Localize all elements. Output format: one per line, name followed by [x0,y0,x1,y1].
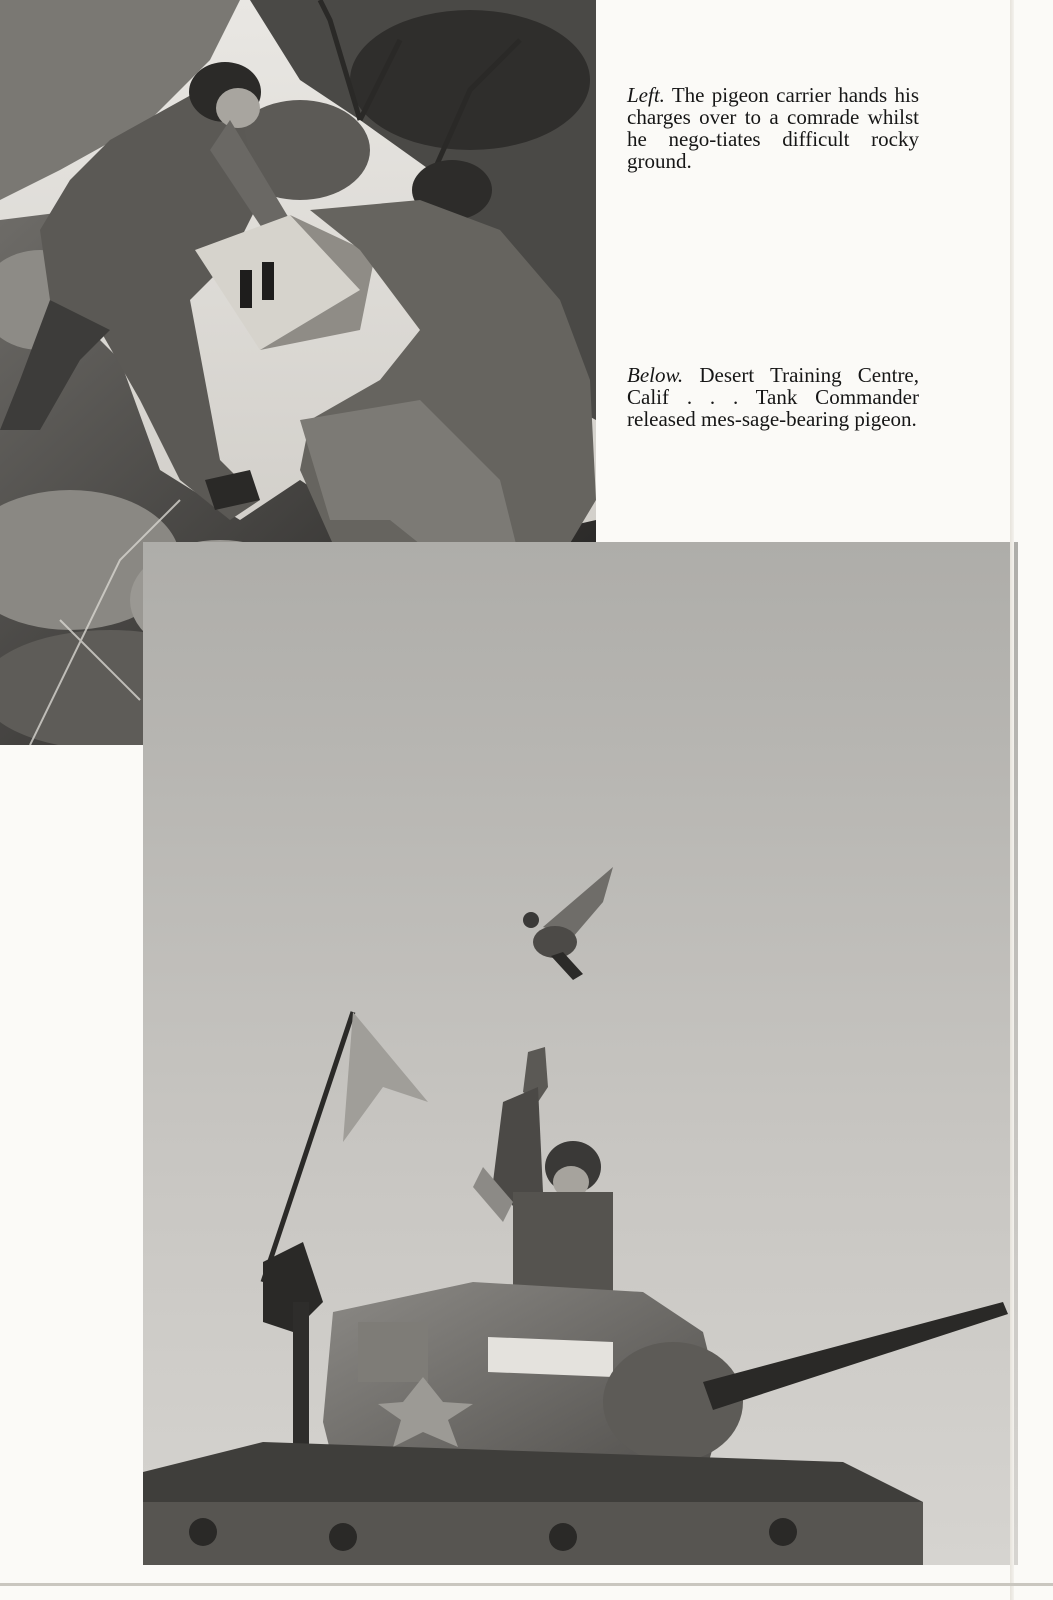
page-fold-line [1010,0,1014,1600]
caption-below-text: Desert Training Centre, Calif . . . Tank Commander released mes-sage-bearing pigeon. [627,363,920,431]
caption-below [627,364,919,430]
page-bottom-edge [0,1583,1053,1586]
caption-left [627,84,919,172]
caption-below-lead: Below. [627,363,684,387]
caption-left-text: The pigeon carrier hands his charges over to a comrade whilst he nego-tiates difficult rocky ground. [627,83,919,173]
caption-left-lead: Left. [627,83,665,107]
tank-commander-photo [143,542,1018,1565]
